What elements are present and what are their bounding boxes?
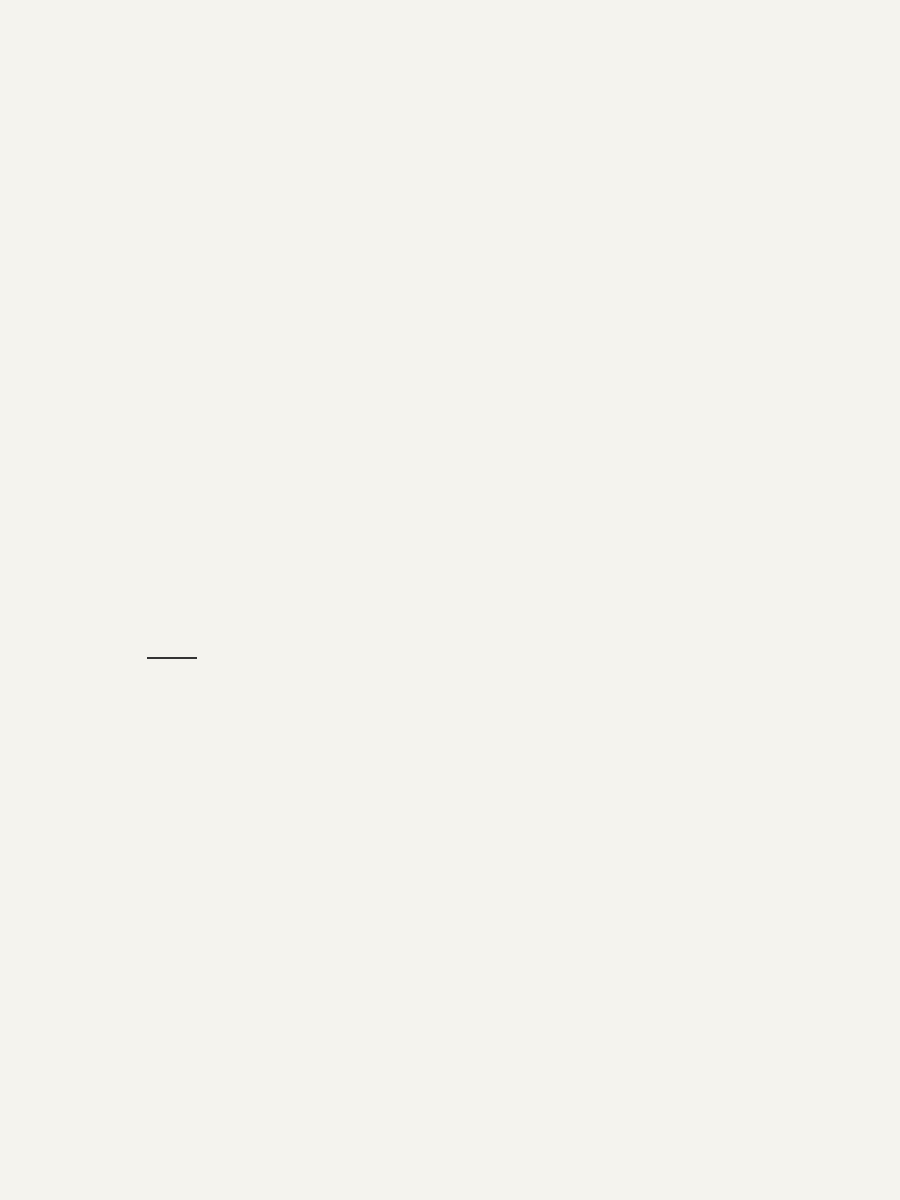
section-divider [147,657,197,659]
